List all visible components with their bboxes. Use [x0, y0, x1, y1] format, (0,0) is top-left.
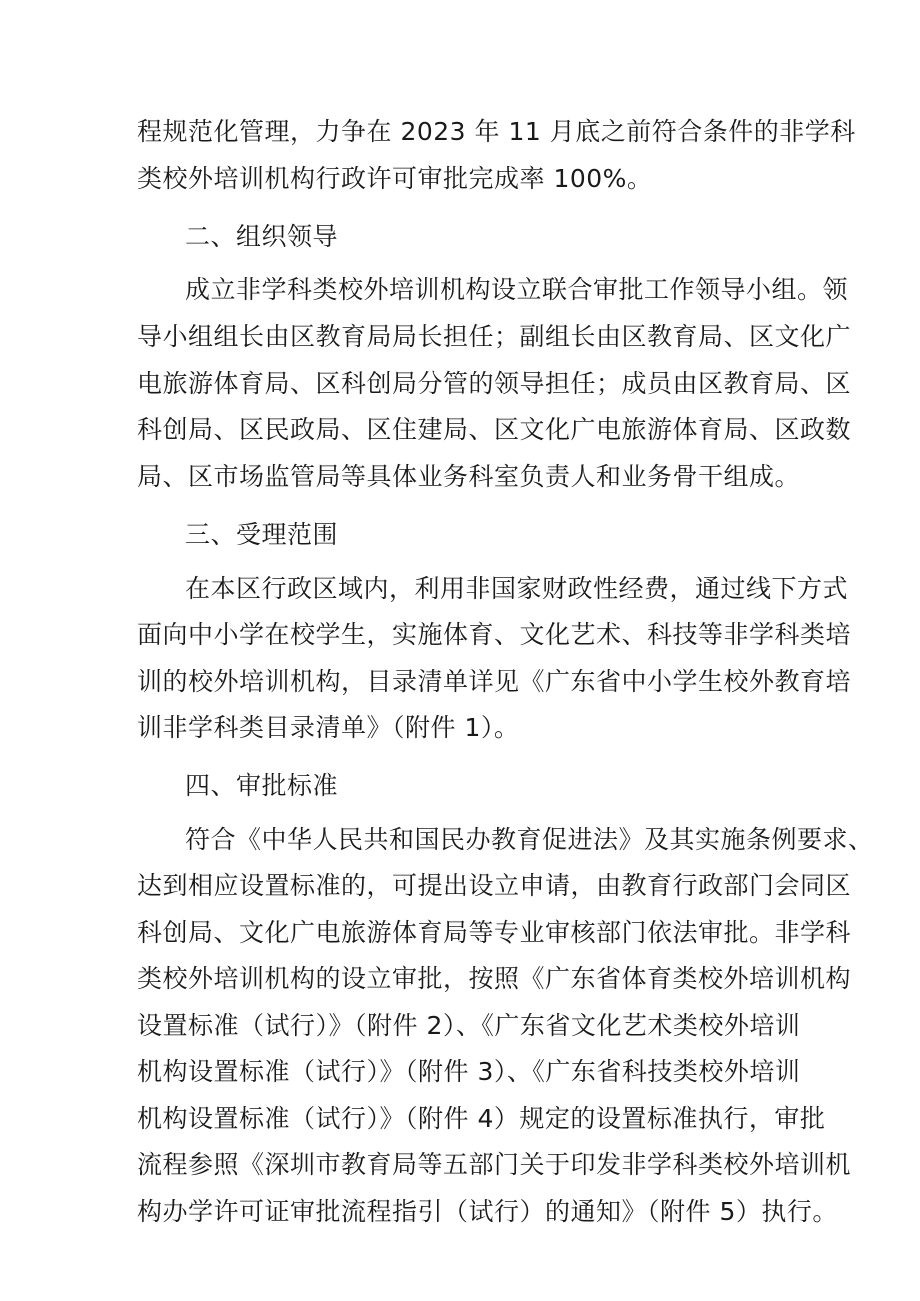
paragraph-line: 机构设置标准（试行）》（附件 4）规定的设置标准执行，审批 [137, 1104, 826, 1133]
paragraph-line: 达到相应设置标准的，可提出设立申请，由教育行政部门会同区 [137, 871, 852, 900]
paragraph-line: 类校外培训机构行政许可审批完成率 100%。 [137, 164, 653, 193]
paragraph-line: 局、区市场监管局等具体业务科室负责人和业务骨干组成。 [137, 462, 801, 491]
paragraph-line: 在本区行政区域内，利用非国家财政性经费，通过线下方式 [185, 574, 849, 603]
paragraph-line: 电旅游体育局、区科创局分管的领导担任；成员由区教育局、区 [137, 369, 852, 398]
paragraph-line: 训非学科类目录清单》（附件 1）。 [137, 713, 520, 742]
paragraph-line: 符合《中华人民共和国民办教育促进法》及其实施条例要求、 [185, 825, 874, 854]
paragraph-line: 成立非学科类校外培训机构设立联合审批工作领导小组。领 [185, 275, 849, 304]
section-heading: 二、组织领导 [185, 222, 339, 251]
paragraph-line: 程规范化管理，力争在 2023 年 11 月底之前符合条件的非学科 [137, 117, 856, 146]
section-heading: 四、审批标准 [185, 771, 339, 800]
paragraph-line: 训的校外培训机构，目录清单详见《广东省中小学生校外教育培 [137, 667, 852, 696]
paragraph-line: 科创局、文化广电旅游体育局等专业审核部门依法审批。非学科 [137, 918, 852, 947]
paragraph-line: 机构设置标准（试行）》（附件 3）、《广东省科技类校外培训 [137, 1057, 801, 1086]
section-heading: 三、受理范围 [185, 520, 339, 549]
paragraph-line: 导小组组长由区教育局局长担任；副组长由区教育局、区文化广 [137, 322, 852, 351]
paragraph-line: 科创局、区民政局、区住建局、区文化广电旅游体育局、区政数 [137, 415, 852, 444]
paragraph-line: 流程参照《深圳市教育局等五部门关于印发非学科类校外培训机 [137, 1150, 852, 1179]
paragraph-line: 面向中小学在校学生，实施体育、文化艺术、科技等非学科类培 [137, 620, 852, 649]
paragraph-line: 设置标准（试行）》（附件 2）、《广东省文化艺术类校外培训 [137, 1011, 801, 1040]
paragraph-line: 类校外培训机构的设立审批，按照《广东省体育类校外培训机构 [137, 964, 852, 993]
paragraph-line: 构办学许可证审批流程指引（试行）的通知》（附件 5）执行。 [137, 1197, 838, 1226]
